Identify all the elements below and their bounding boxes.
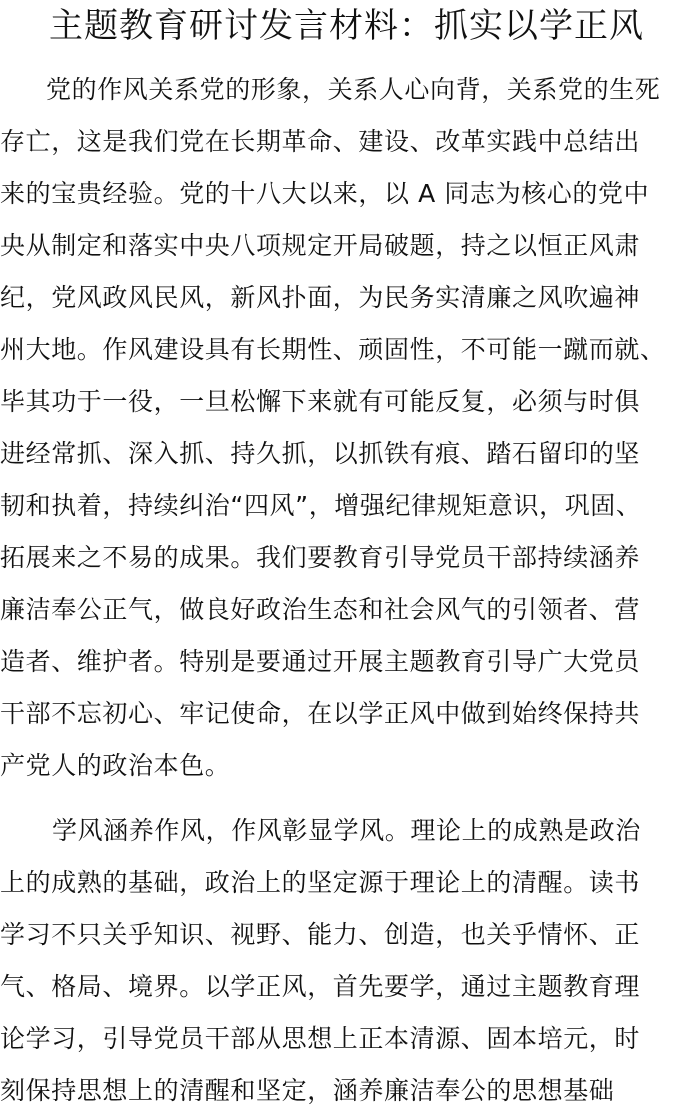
- paragraph-line: 产党人的政治本色。: [0, 751, 231, 780]
- paragraph-line: 刻保持思想上的清醒和坚定，涵养廉洁奉公的思想基础: [0, 1076, 615, 1105]
- paragraph-line: 气、格局、境界。以学正风，首先要学，通过主题教育理: [0, 972, 641, 1001]
- paragraph-line: 毕其功于一役，一旦松懈下来就有可能反复，必须与时俱: [0, 387, 641, 416]
- paragraph-line: 上的成熟的基础，政治上的坚定源于理论上的清醒。读书: [0, 868, 641, 897]
- paragraph-line: 学风涵养作风，作风彰显学风。理论上的成熟是政治: [52, 816, 641, 845]
- paragraph-line: 论学习，引导党员干部从思想上正本清源、固本培元，时: [0, 1024, 641, 1053]
- paragraph-line: 造者、维护者。特别是要通过开展主题教育引导广大党员: [0, 647, 641, 676]
- paragraph-line: 干部不忘初心、牢记使命，在以学正风中做到始终保持共: [0, 699, 641, 728]
- paragraph-line: 学习不只关乎知识、视野、能力、创造，也关乎情怀、正: [0, 920, 641, 949]
- paragraph-2: [0, 805, 693, 1117]
- paragraph-1: [0, 64, 693, 792]
- paragraph-line: 进经常抓、深入抓、持久抓，以抓铁有痕、踏石留印的坚: [0, 439, 641, 468]
- paragraph-line: 存亡，这是我们党在长期革命、建设、改革实践中总结出: [0, 127, 641, 156]
- paragraph-line: 党的作风关系党的形象，关系人心向背，关系党的生死: [46, 75, 661, 104]
- paragraph-line: 廉洁奉公正气，做良好政治生态和社会风气的引领者、营: [0, 595, 641, 624]
- paragraph-line: 韧和执着，持续纠治“四风”，增强纪律规矩意识，巩固、: [0, 491, 642, 520]
- paragraph-line: 纪，党风政风民风，新风扑面，为民务实清廉之风吹遍神: [0, 283, 641, 312]
- paragraph-line: 州大地。作风建设具有长期性、顽固性，不可能一蹴而就、: [0, 335, 666, 364]
- paragraph-line: 央从制定和落实中央八项规定开局破题，持之以恒正风肃: [0, 231, 641, 260]
- paragraph-line: 拓展来之不易的成果。我们要教育引导党员干部持续涵养: [0, 543, 641, 572]
- paragraph-line: 来的宝贵经验。党的十八大以来，以 A 同志为核心的党中: [0, 179, 650, 208]
- document-title: 主题教育研讨发言材料：抓实以学正风: [49, 6, 644, 46]
